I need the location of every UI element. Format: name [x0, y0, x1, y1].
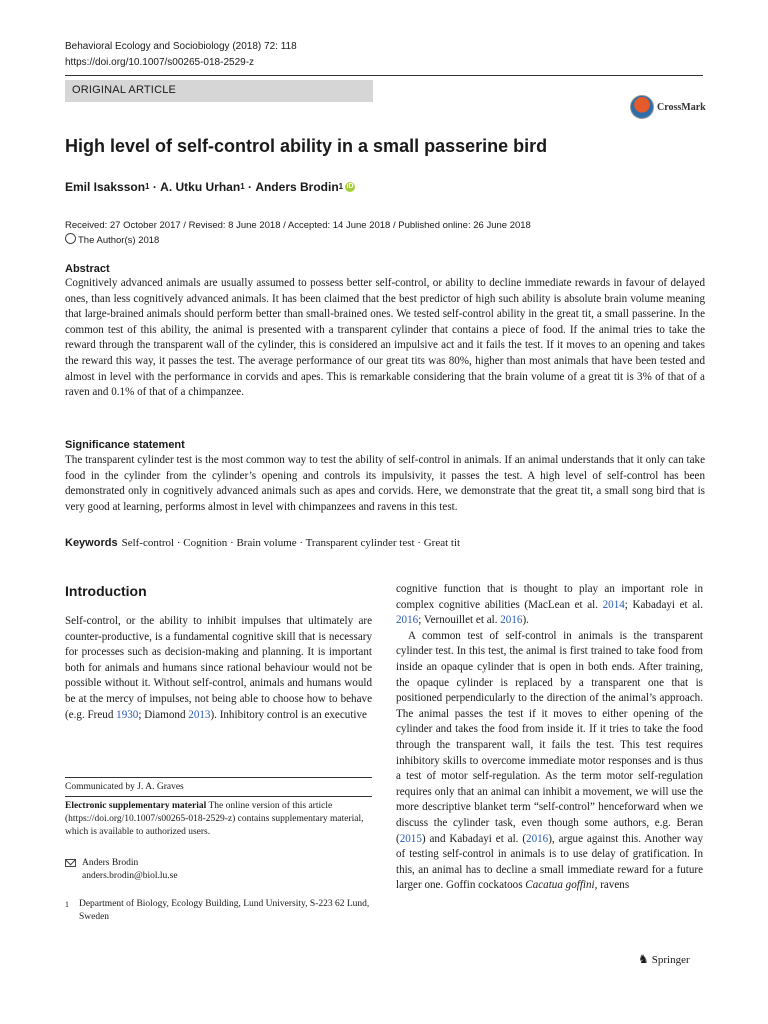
crossmark-icon — [630, 95, 654, 119]
footnote-rule — [65, 796, 372, 797]
history-dates: Received: 27 October 2017 / Revised: 8 June 2018 / Accepted: 14 June 2018 / Published online: 26 June 2018 — [65, 220, 531, 231]
journal-citation: Behavioral Ecology and Sociobiology (2018) 72: 118 — [65, 41, 297, 52]
corresponding-details — [82, 857, 178, 883]
section-banner: ORIGINAL ARTICLE — [65, 80, 373, 102]
author-name[interactable]: A. Utku Urhan — [160, 180, 241, 194]
intro-right-column — [396, 582, 703, 894]
envelope-icon — [65, 859, 76, 867]
doi-link[interactable]: https://doi.org/10.1007/s00265-018-2529-z — [65, 57, 255, 68]
author-name[interactable]: Anders Brodin — [255, 180, 339, 194]
header-rule — [65, 75, 703, 76]
intro-paragraph — [396, 629, 703, 894]
copyright-text: The Author(s) 2018 — [78, 235, 160, 246]
keywords-label: Keywords — [65, 537, 118, 549]
crossmark-badge[interactable] — [630, 92, 708, 122]
author-name[interactable]: Emil Isaksson — [65, 180, 146, 194]
text-run: ) and Kabadayi et al. ( — [421, 832, 527, 845]
crossmark-label: CrossMark — [657, 101, 706, 113]
text-run: A common test of self-control in animals is the transparent cylinder test. In this test, the animal is first trained to take food from inside an opaque cylinder that is open in both ends. After training, the opaque cylinder is replaced by a transparent one that is positioned perpendicularly to the direction of the animal’s approach. The animal passes the test if it moves to either opening of the cylinder and takes the food from inside it. If it tries to take the food through the transparent wall, it fails the test. This test requires inhibitory skills to overcome immediate motor responses and is thus a test of motor self-regulation. As the term motor self-regulation requires only that an animal can inhibit a movement, we will use the more descriptive blanket term “self-control” henceforward when we discuss the cylinder task, even though some authors, e.g. Beran ( — [396, 629, 703, 845]
corresponding-name: Anders Brodin — [82, 858, 139, 868]
affiliation-number: 1 — [65, 900, 69, 909]
corresponding-email[interactable]: anders.brodin@biol.lu.se — [82, 871, 178, 881]
text-run: , ravens — [594, 879, 630, 892]
corresponding-author — [65, 857, 372, 883]
author-separator: · — [149, 180, 161, 194]
intro-paragraph — [65, 614, 372, 723]
keywords-list: Self-control · Cognition · Brain volume · Transparent cylinder test · Great tit — [121, 537, 461, 549]
intro-left-column — [65, 614, 372, 723]
citation-link[interactable]: 2016 — [526, 832, 549, 845]
esm-label: Electronic supplementary material — [65, 801, 207, 811]
article-title: High level of self-control ability in a small passerine bird — [65, 136, 548, 156]
text-run: ; Diamond — [138, 708, 189, 721]
author-affiliation: 1 — [338, 182, 344, 191]
intro-paragraph — [396, 582, 703, 629]
esm-text: The online version of this article (https://doi.org/10.1007/s00265-018-2529-z) contains supplementary material, which is available to authorized users. — [65, 801, 364, 837]
publisher-logo — [638, 952, 690, 967]
copyright-line — [65, 233, 705, 248]
text-run: cognitive function that is thought to play an important role in complex cognitive abilities (MacLean et al. — [396, 583, 703, 611]
text-run: ; Kabadayi et al. — [624, 598, 703, 611]
orcid-icon[interactable]: iD — [346, 183, 354, 190]
significance-text: The transparent cylinder test is the most common way to test the ability of self-control in animals. If an animal understands that it only can take food in the cylinder from the cylinder’s opening and controls its impulsivity, it passes the test. A high level of self-control has been demonstrated only in cognitively advanced animals such as apes and corvids. Here, we demonstrate that the great tit, a small song bird that is very good at learning, performs almost in level with chimpanzees and ravens in this test. — [65, 454, 705, 513]
esm-note — [65, 800, 365, 839]
publisher-name: Springer — [651, 953, 690, 966]
text-run: ), argue against this. Another way of testing self-control in animals is to use delay of gratification. In this, an animal has to decline a small immediate reward for a future larger one. Goffin cockatoos — [396, 832, 703, 892]
citation-link[interactable]: 2015 — [399, 832, 422, 845]
author-affiliation: 1 — [240, 182, 245, 191]
text-run: ; Vernouillet et al. — [418, 614, 501, 627]
text-run: ). Inhibitory control is an executive — [210, 708, 367, 721]
author-affiliation: 1 — [145, 182, 150, 191]
abstract-heading: Abstract — [65, 263, 110, 275]
citation-link[interactable]: 2016 — [396, 614, 419, 627]
abstract-text: Cognitively advanced animals are usually assumed to possess better self-control, or ability to decline immediate rewards in favour of delayed ones, than less cognitively advanced animals. It has been claimed that the best predictor of high such ability is absolute brain volume meaning that large-brained animals should perform better than small-brained ones. We tested self-control ability in the great tit, a small passerine. In the common test of this ability, the animal is presented with a transparent cylinder that contains a piece of food. If the animal tries to take the reward through the transparent wall of the cylinder, this is considered an impulsive act and it fails the test. If it moves to an opening and takes the reward this way, it passes the test. The average performance of our great tits was 80%, higher than most animals that have been tested and almost in level with the performance in corvids and apes. This is remarkable considering that the brain volume of a great tit is 3% of that of a raven and 0.1% of that of a chimpanzee. — [65, 277, 705, 399]
springer-horse-icon: ♞ — [638, 952, 649, 966]
journal-header — [65, 39, 297, 71]
communicated-by: Communicated by J. A. Graves — [65, 782, 184, 792]
citation-link[interactable]: 1930 — [116, 708, 139, 721]
introduction-heading: Introduction — [65, 583, 147, 599]
citation-link[interactable]: 2014 — [602, 598, 625, 611]
text-run: Self-control, or the ability to inhibit impulses that ultimately are counter-productive, is a fundamental cognitive skill that is necessary for processes such as decision-making and planning. It is important both for animals and humans since rational behaviour would not be possible without it. Without self-control, animals and humans would be at the mercy of impulses, not being able to choose how to behave (e.g. Freud — [65, 615, 372, 721]
article-dates — [65, 218, 705, 248]
citation-link[interactable]: 2016 — [500, 614, 523, 627]
species-name: Cacatua goffini — [525, 879, 595, 892]
text-run: ). — [522, 614, 529, 627]
author-list — [65, 179, 355, 195]
open-access-icon — [65, 233, 76, 244]
affiliation — [65, 898, 372, 924]
keywords — [65, 536, 705, 551]
affiliation-text: Department of Biology, Ecology Building, Lund University, S-223 62 Lund, Sweden — [78, 899, 370, 922]
footnote-rule — [65, 777, 372, 778]
citation-link[interactable]: 2013 — [188, 708, 211, 721]
author-separator: · — [244, 180, 256, 194]
significance-heading: Significance statement — [65, 439, 185, 451]
